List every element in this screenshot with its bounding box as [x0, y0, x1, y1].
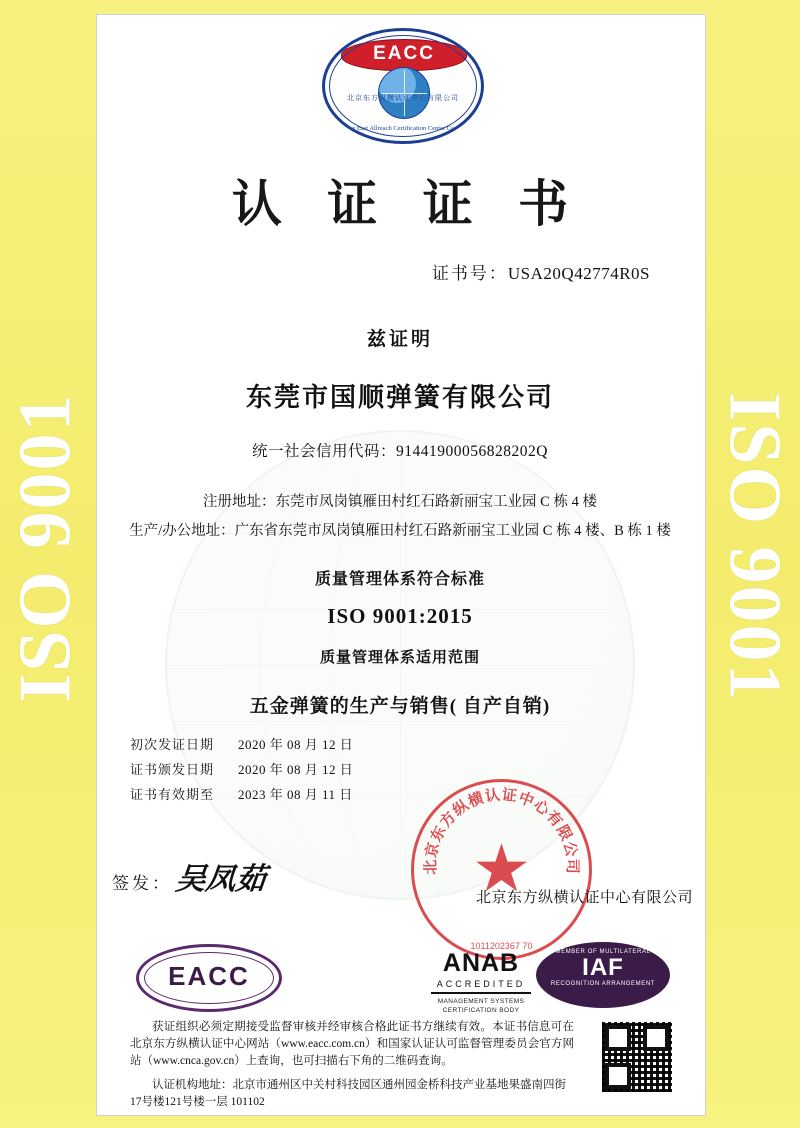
iaf-accreditation-mark: [536, 942, 670, 1008]
dates-block: [130, 734, 388, 809]
stamp-number: 1011202367 70: [470, 941, 533, 951]
date-label: 初次发证日期: [130, 737, 215, 752]
hereby-certify-text: 兹证明: [366, 329, 433, 350]
footer-note: [130, 1019, 574, 1070]
standard-label: 质量管理体系符合标准: [314, 571, 485, 588]
eacc-logo-english-name: Beijing East Allreach Certification Center Co., Ltd.: [336, 125, 470, 132]
standard-value: ISO 9001:2015: [327, 604, 473, 628]
iaf-name: IAF: [582, 954, 624, 981]
anab-name: ANAB: [442, 949, 520, 977]
footer-agency-address-text: 认证机构地址：北京市通州区中关村科技园区通州园金桥科技产业基地果盛南四街17号楼121号楼一层 101102: [130, 1079, 566, 1108]
operating-address: 生产/办公地址：广东省东莞市凤岗镇雁田村红石路新丽宝工业园 C 栋 4 楼、B 栋 1 楼: [129, 523, 671, 539]
anab-divider: [431, 992, 531, 994]
signature-label: 签发：: [112, 874, 172, 893]
official-red-stamp: 北京东方纵横认证中心有限公司 ★ 1011202367 70: [411, 779, 592, 960]
date-row: [130, 734, 388, 753]
certificate-number-label: 证书号：: [431, 264, 508, 283]
qr-code-icon: [600, 1020, 674, 1094]
date-value: 2023 年 08 月 11 日: [238, 787, 353, 802]
footer-agency-address: [130, 1077, 574, 1111]
company-name: 东莞市国顺弹簧有限公司: [245, 383, 554, 412]
anab-accredited: ACCREDITED: [436, 979, 526, 989]
svg-text:北京东方纵横认证中心有限公司: 北京东方纵横认证中心有限公司: [421, 785, 582, 875]
eacc-logo: [322, 28, 478, 138]
page-title: 认 证 证 书: [231, 175, 583, 233]
side-iso-text-left: ISO 9001: [4, 392, 87, 703]
eacc-logo-chinese-name: 北京东方纵横认证中心有限公司: [347, 95, 459, 102]
globe-icon: [378, 67, 430, 119]
registered-address: 注册地址：东莞市凤岗镇雁田村红石路新丽宝工业园 C 栋 4 楼: [203, 494, 597, 510]
date-row: [130, 784, 388, 803]
anab-line1: MANAGEMENT SYSTEMS: [437, 998, 525, 1005]
eacc-logo-ribbon-text: EACC: [341, 39, 467, 71]
certificate-number-value: USA20Q42774R0S: [507, 264, 650, 283]
date-value: 2020 年 08 月 12 日: [238, 737, 354, 752]
iaf-top-text: MEMBER OF MULTILATERAL: [555, 949, 651, 955]
certificate-number: [432, 259, 650, 284]
date-value: 2020 年 08 月 12 日: [238, 762, 354, 777]
date-label: 证书颁发日期: [130, 762, 215, 777]
side-iso-text-right: ISO 9001: [713, 392, 796, 703]
scope-label: 质量管理体系适用范围: [319, 650, 480, 666]
signature-name: 吴凤茹: [173, 862, 268, 897]
date-row: [130, 759, 388, 778]
issuer-name: 北京东方纵横认证中心有限公司: [476, 890, 694, 906]
date-label: 证书有效期至: [130, 787, 215, 802]
iaf-bottom-text: RECOGNITION ARRANGEMENT: [550, 981, 656, 987]
footer-note-text: 获证组织必须定期接受监督审核并经审核合格此证书方继续有效。本证书信息可在北京东方纵横认证中心网站（www.eacc.com.cn）和国家认证认可监督管理委员会官方网站（www.cnca.gov.cn）上查询，也可扫描右下角的二维码查询。: [130, 1021, 574, 1067]
certificate-content: [96, 14, 704, 1114]
scope-value: 五金弹簧的生产与销售( 自产自销): [249, 696, 551, 717]
anab-accreditation-mark: [421, 949, 541, 1015]
credit-code: 统一社会信用代码：91441900056828202Q: [252, 443, 548, 460]
eacc-accreditation-mark: EACC: [136, 944, 282, 1012]
anab-line2: CERTIFICATION BODY: [442, 1007, 520, 1014]
